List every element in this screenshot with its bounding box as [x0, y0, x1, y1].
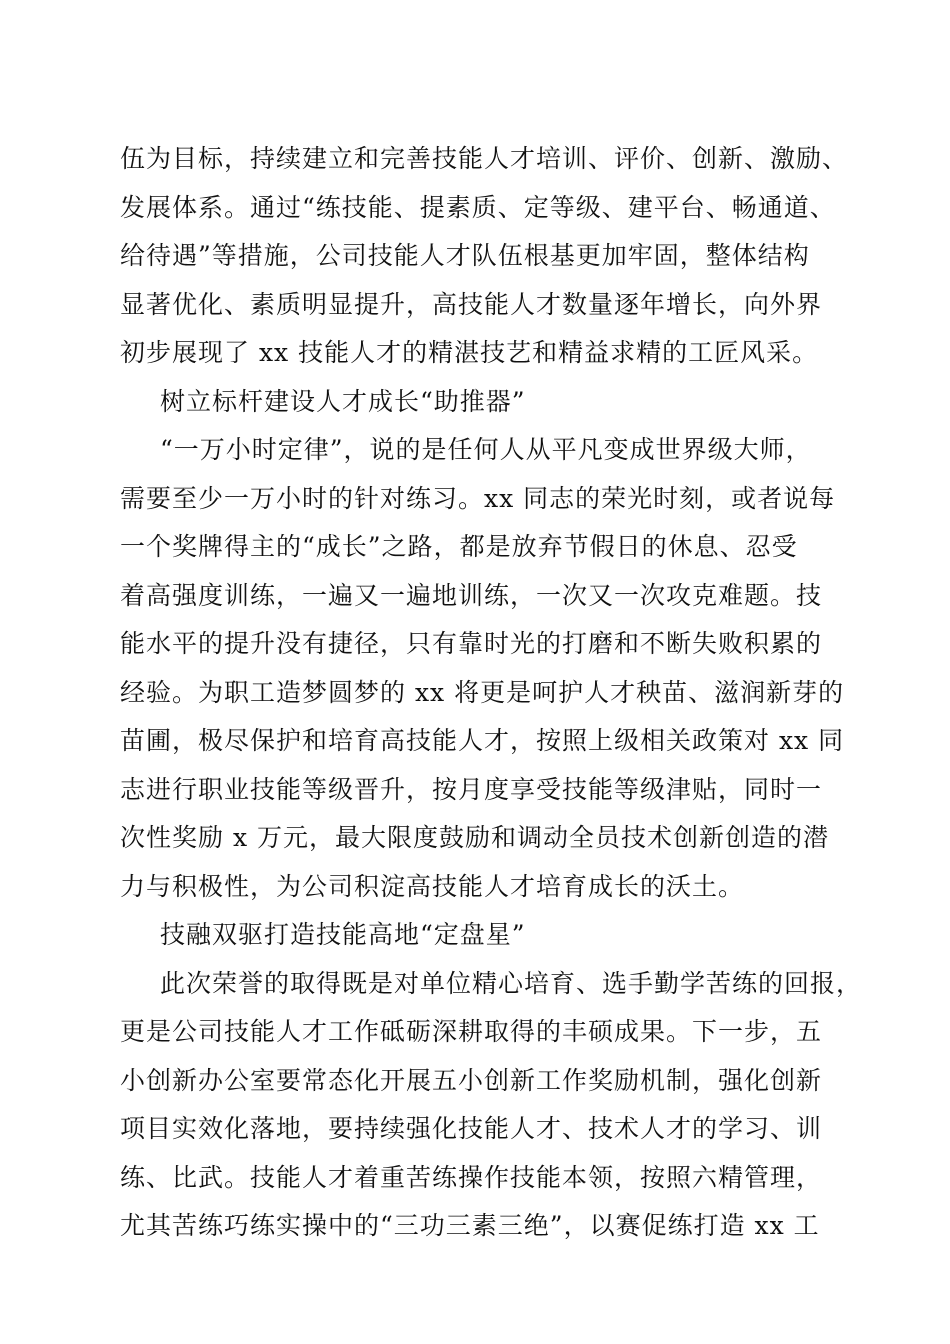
document-body	[120, 135, 863, 1251]
paragraph-start: 此次荣誉的取得既是对单位精心培育、选手勤学苦练的回报，	[160, 968, 863, 998]
text-line: 苗圃，极尽保护和培育高技能人才，按照上级相关政策对 xx 同	[120, 726, 845, 755]
text-line: 力与积极性，为公司积淀高技能人才培育成长的沃土。	[120, 871, 745, 901]
paragraph-start: “一万小时定律”，说的是任何人从平凡变成世界级大师，	[160, 435, 812, 464]
text-line: 需要至少一万小时的针对练习。xx 同志的荣光时刻，或者说每	[120, 483, 836, 513]
text-line: 更是公司技能人才工作砥砺深耕取得的丰硕成果。下一步，五	[120, 1017, 823, 1046]
text-line: 练、比武。技能人才着重苦练操作技能本领，按照六精管理，	[120, 1162, 823, 1192]
text-line: 显著优化、素质明显提升，高技能人才数量逐年增长，向外界	[120, 289, 823, 319]
text-line: 尤其苦练巧练实操中的“三功三素三绝”，以赛促练打造 xx 工	[120, 1211, 820, 1240]
text-line: 志进行职业技能等级晋升，按月度享受技能等级津贴，同时一	[120, 774, 823, 804]
text-line: 项目实效化落地，要持续强化技能人才、技术人才的学习、训	[120, 1114, 823, 1143]
text-line: 着高强度训练，一遍又一遍地训练，一次又一次攻克难题。技	[120, 580, 823, 610]
text-line: 给待遇”等措施，公司技能人才队伍根基更加牢固，整体结构	[120, 241, 810, 270]
text-line: 经验。为职工造梦圆梦的 xx 将更是呵护人才秧苗、滋润新芽的	[120, 677, 845, 707]
section-heading: 树立标杆建设人才成长“助推器”	[160, 386, 526, 416]
text-line: 能水平的提升没有捷径，只有靠时光的打磨和不断失败积累的	[120, 629, 823, 658]
text-line: 一个奖牌得主的“成长”之路，都是放弃节假日的休息、忍受	[120, 532, 798, 561]
section-heading: 技融双驱打造技能高地“定盘星”	[160, 920, 526, 949]
text-line: 次性奖励 x 万元，最大限度鼓励和调动全员技术创新创造的潜	[120, 823, 829, 852]
text-line: 伍为目标，持续建立和完善技能人才培训、评价、创新、激励、	[120, 144, 849, 173]
text-line: 发展体系。通过“练技能、提素质、定等级、建平台、畅通道、	[120, 192, 836, 222]
text-line: 小创新办公室要常态化开展五小创新工作奖励机制，强化创新	[120, 1065, 823, 1095]
text-line: 初步展现了 xx 技能人才的精湛技艺和精益求精的工匠风采。	[120, 338, 819, 367]
